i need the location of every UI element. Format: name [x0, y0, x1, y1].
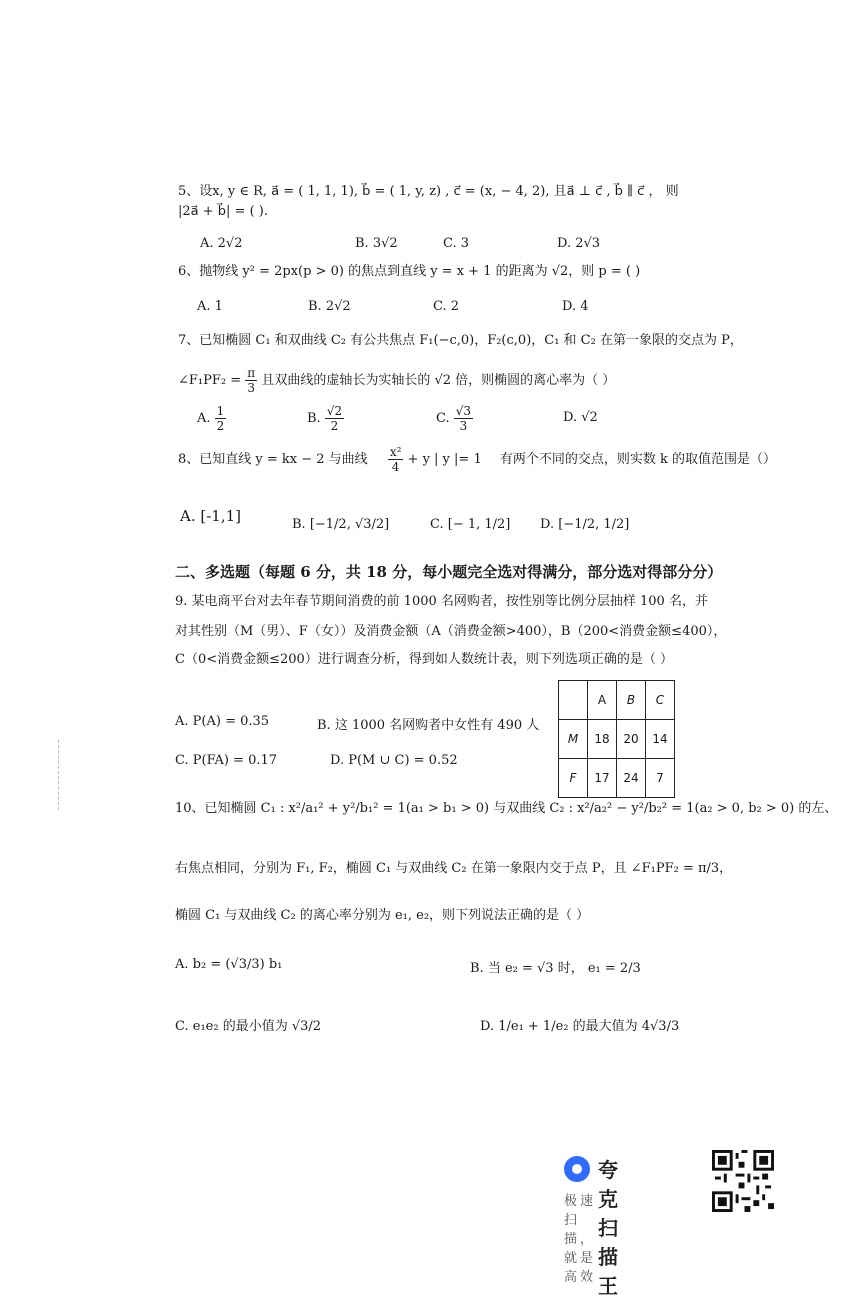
quark-logo-icon: [564, 1156, 590, 1182]
table-row: [559, 759, 675, 798]
table-cell: 17: [588, 759, 617, 798]
q7-line2-text: 且双曲线的虚轴长为实轴长的 √2 倍，则椭圆的离心率为（ ）: [261, 373, 616, 388]
q5-option-a: A. 2√2: [200, 236, 243, 251]
q6-line1: 6、抛物线 y² = 2px(p > 0) 的焦点到直线 y = x + 1 的距离为 √2，则 p = ( ): [178, 264, 641, 279]
q9-line3: C（0<消费金额≤200）进行调查分析，得到如人数统计表，则下列选项正确的是（ ）: [175, 652, 673, 667]
q8-text-pre: 8、已知直线 y = kx − 2 与曲线: [178, 452, 368, 467]
q7-option-b: B. $\frac{√2}{2}$: [307, 404, 343, 433]
q8-option-d: D. [−1/2, 1/2]: [540, 517, 630, 532]
q8-option-a: A. [-1,1]: [180, 507, 241, 525]
q8-curve-fraction: $\frac{\text{x²}}{4}$: [389, 445, 402, 474]
q8-text-post: 有两个不同的交点，则实数 k 的取值范围是（）: [499, 452, 777, 467]
table-row-label: F: [559, 759, 588, 798]
q9-option-a: A. P(A) = 0.35: [175, 714, 270, 729]
table-cell: 18: [588, 720, 617, 759]
q8-line: [178, 445, 776, 489]
q5-line1: 5、设x, y ∈ R, a⃗ = ( 1, 1, 1), b⃗ = ( 1, y, z) , c⃗ = (x, − 4, 2), 且a⃗ ⊥ c⃗ , b⃗ ∥ c⃗ ， 则: [178, 184, 679, 199]
q7-option-c: C. $\frac{√3}{3}$: [436, 404, 472, 433]
q9-line1: 9. 某电商平台对去年春节期间消费的前 1000 名网购者，按性别等比例分层抽样 100 名，并: [175, 594, 708, 609]
table-header-cell: A: [588, 681, 617, 720]
q7-angle-fraction: $\frac{\pi}{3}$: [247, 366, 256, 395]
q10-line3: 椭圆 C₁ 与双曲线 C₂ 的离心率分别为 e₁, e₂，则下列说法正确的是（ ）: [175, 908, 590, 923]
q7-angle: ∠F₁PF₂ =: [178, 373, 242, 388]
table-header-cell: B: [617, 681, 646, 720]
table-row: [559, 720, 675, 759]
q9-line2: 对其性别（M（男）、F（女））及消费金额（A（消费金额>400），B（200<消费金额≤400），: [175, 624, 727, 639]
table-cell: 7: [646, 759, 675, 798]
q10-line1: 10、已知椭圆 C₁ : x²/a₁² + y²/b₁² = 1(a₁ > b₁ > 0) 与双曲线 C₂ : x²/a₂² − y²/b₂² = 1(a₂ > 0, b₂ > 0) 的左、: [175, 801, 838, 816]
table-header-row: [559, 681, 675, 720]
table-cell: [559, 681, 588, 720]
table-row-label: M: [559, 720, 588, 759]
qr-code-icon: [712, 1150, 774, 1212]
q6-option-d: D. 4: [562, 299, 589, 314]
table-cell: 14: [646, 720, 675, 759]
q9-option-b: B. 这 1000 名网购者中女性有 490 人: [317, 718, 540, 733]
table-header-cell: C: [646, 681, 675, 720]
q5-option-c: C. 3: [443, 236, 470, 251]
q9-option-c: C. P(FA) = 0.17: [175, 753, 278, 768]
q6-option-a: A. 1: [197, 299, 223, 314]
q10-line2: 右焦点相同，分别为 F₁, F₂，椭圆 C₁ 与双曲线 C₂ 在第一象限内交于点 P，且 ∠F₁PF₂ = π/3，: [175, 861, 733, 876]
section-heading: 二、多选题（每题 6 分，共 18 分，每小题完全选对得满分，部分选对得部分分）: [175, 563, 723, 581]
watermark-name: 夸克扫描王: [598, 1158, 618, 1298]
q5-option-d: D. 2√3: [557, 236, 601, 251]
q10-option-b: B. 当 e₂ = √3 时， e₁ = 2/3: [470, 961, 641, 976]
watermark-tagline: 极速扫描，就是高效: [564, 1194, 597, 1285]
table-cell: 24: [617, 759, 646, 798]
q5-option-b: B. 3√2: [355, 236, 398, 251]
scan-artifact-line: [58, 740, 60, 810]
q10-option-a: A. b₂ = (√3/3) b₁: [175, 957, 283, 972]
q7-line1: 7、已知椭圆 C₁ 和双曲线 C₂ 有公共焦点 F₁(−c,0)，F₂(c,0)，C₁ 和 C₂ 在第一象限的交点为 P，: [178, 333, 743, 348]
q9-option-d: D. P(M ∪ C) = 0.52: [330, 753, 458, 768]
q7-option-a: A. $\frac{1}{2}$: [197, 404, 225, 433]
table-cell: 20: [617, 720, 646, 759]
q7-option-d: D. √2: [563, 410, 598, 425]
q6-option-b: B. 2√2: [308, 299, 351, 314]
q7-line2: [178, 366, 615, 396]
statistics-table: [558, 680, 675, 798]
q10-option-c: C. e₁e₂ 的最小值为 √3/2: [175, 1019, 322, 1034]
q8-curve-rest: + y | y |= 1: [407, 452, 482, 467]
q5-line2: |2a⃗ + b⃗| = ( ).: [178, 204, 268, 219]
q6-option-c: C. 2: [433, 299, 460, 314]
q8-option-b: B. [−1/2, √3/2]: [292, 517, 390, 532]
q10-option-d: D. 1/e₁ + 1/e₂ 的最大值为 4√3/3: [480, 1019, 680, 1034]
q8-option-c: C. [− 1, 1/2]: [430, 517, 511, 532]
